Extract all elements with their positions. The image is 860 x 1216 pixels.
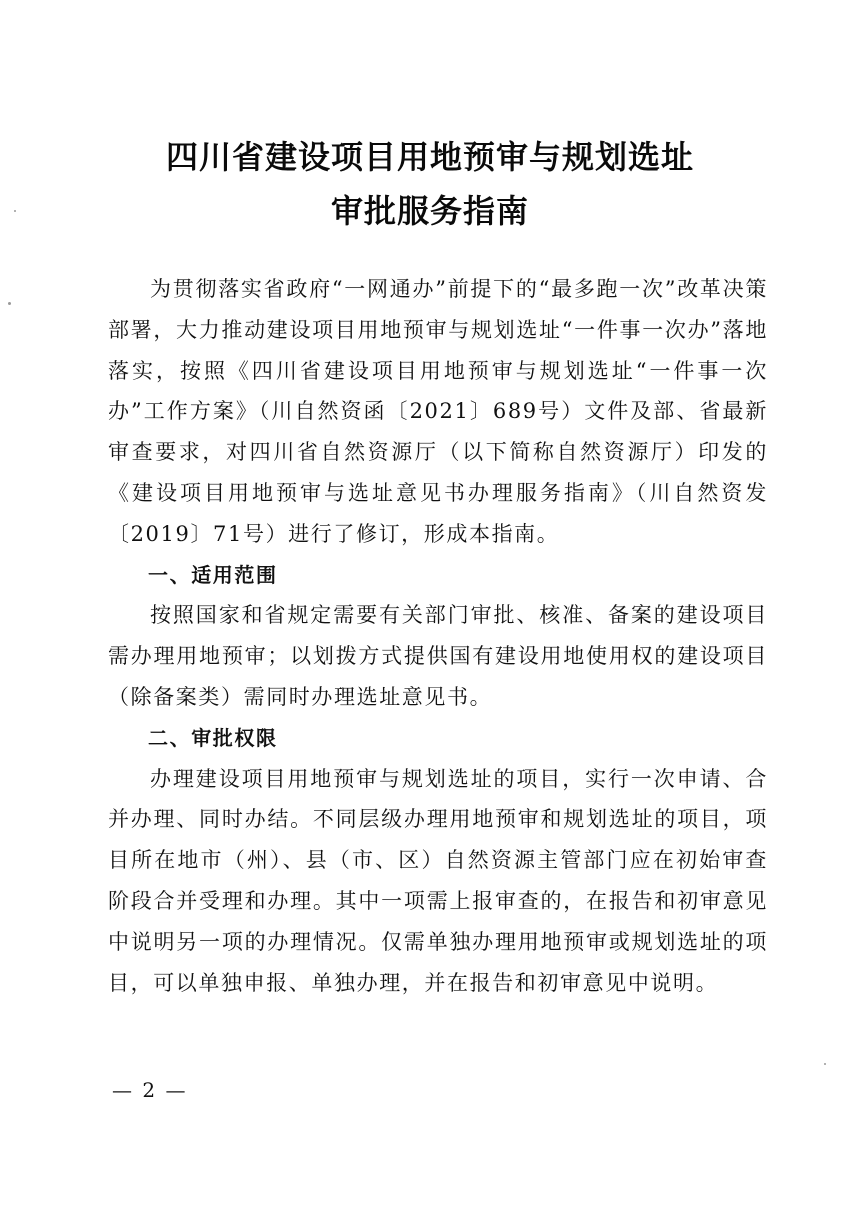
scan-speck <box>824 1063 826 1065</box>
intro-paragraph: 为贯彻落实省政府“一网通办”前提下的“最多跑一次”改革决策部署，大力推动建设项目用地预审与规划选址“一件事一次办”落地落实，按照《四川省建设项目用地预审与规划选址“一件事一次办”工作方案》（川自然资函〔2021〕689号）文件及部、省最新审查要求，对四川省自然资源厅（以下简称自然资源厅）印发的《建设项目用地预审与选址意见书办理服务指南》（川自然资发〔2019〕71号）进行了修订，形成本指南。 <box>108 277 768 546</box>
document-body <box>108 269 768 1003</box>
section-1-paragraph: 按照国家和省规定需要有关部门审批、核准、备案的建设项目需办理用地预审；以划拨方式提供国有建设用地使用权的建设项目（除备案类）需同时办理选址意见书。 <box>108 603 768 709</box>
document-title-line-1: 四川省建设项目用地预审与规划选址 <box>165 138 694 176</box>
page-number: — 2 — <box>112 1078 188 1102</box>
document-title-line-2: 审批服务指南 <box>330 192 529 230</box>
section-1-heading: 一、适用范围 <box>148 562 278 587</box>
scan-speck <box>14 210 16 212</box>
section-2-paragraph: 办理建设项目用地预审与规划选址的项目，实行一次申请、合并办理、同时办结。不同层级办理用地预审和规划选址的项目，项目所在地市（州）、县（市、区）自然资源主管部门应在初始审查阶段合并受理和办理。其中一项需上报审查的，在报告和初审意见中说明另一项的办理情况。仅需单独办理用地预审或规划选址的项目，可以单独申报、单独办理，并在报告和初审意见中说明。 <box>108 766 768 995</box>
scan-speck <box>8 302 11 305</box>
section-2-heading: 二、审批权限 <box>148 725 278 750</box>
